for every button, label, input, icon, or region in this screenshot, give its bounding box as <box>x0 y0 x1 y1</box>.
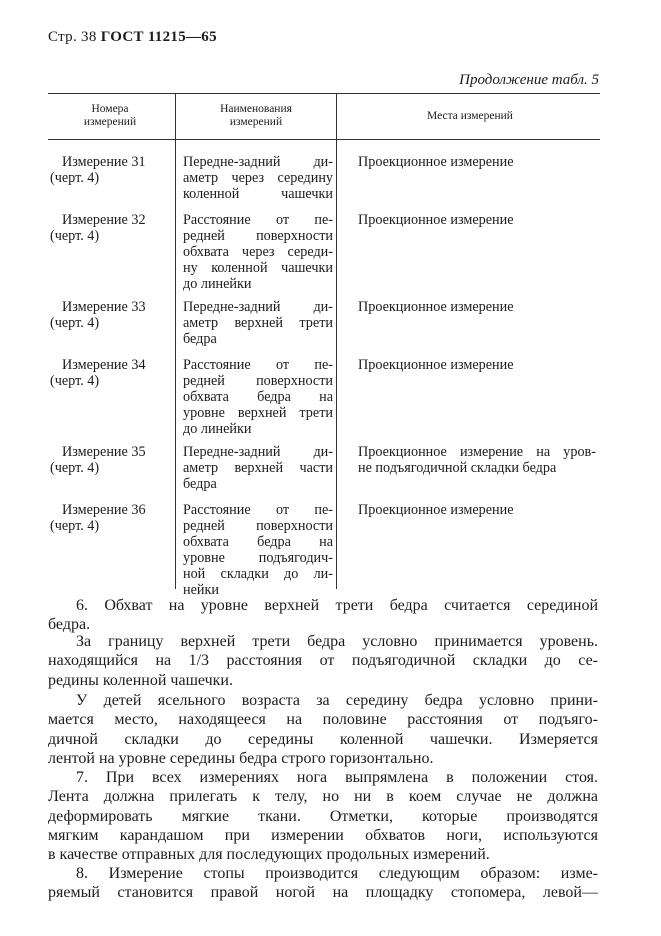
table-row-name: Расстояние от пе- редней поверхности обхвата бедра на уровне верхней трети до линейки <box>183 357 333 437</box>
table-row-place: Проекционное измерение <box>358 357 514 373</box>
table-top-rule <box>48 93 600 94</box>
table-row-place: Проекционное измерение <box>358 502 514 518</box>
table-row-place: Проекционное измерение <box>358 154 514 170</box>
column-header-name: Наименования измерений <box>220 103 292 128</box>
table-row-number: Измерение 34 (черт. 4) <box>50 357 146 389</box>
table-header-rule <box>48 139 600 140</box>
column-header-place: Места измерений <box>427 110 513 122</box>
paragraph-6: 6. Обхват на уровне верхней трети бедра считается серединой бедра. <box>48 597 598 634</box>
table-row-name: Передне-задний ди- аметр верхней части бедра <box>183 444 333 492</box>
table-row-name: Передне-задний ди- аметр верхней трети бедра <box>183 299 333 347</box>
paragraph-infants: У детей ясельного возраста за середину бедра условно прини- мается место, находящееся на половине расстояния от подъяго- дичной складки до середины коленной чашечки. Измеряется лентой на уровне середины бедра строго горизонтально. <box>48 692 598 767</box>
table-column-divider-1 <box>175 93 176 589</box>
table-row-number: Измерение 31 (черт. 4) <box>50 154 146 186</box>
page-number: Стр. 38 <box>48 29 97 45</box>
page-header <box>48 29 217 46</box>
table-row-place: Проекционное измерение <box>358 299 514 315</box>
table-row-name: Расстояние от пе- редней поверхности обхвата через середи- ну коленной чашечки до линейки <box>183 212 333 292</box>
paragraph-upper-third: За границу верхней трети бедра условно принимается уровень. находящийся на 1/3 расстояния от подъягодичной складки до се- редины коленной чашечки. <box>48 633 598 689</box>
table-row-place: Проекционное измерение <box>358 212 514 228</box>
column-header-number: Номера измерений <box>83 103 137 128</box>
table-continuation-label: Продолжение табл. 5 <box>459 72 599 88</box>
table-column-divider-2 <box>336 93 337 589</box>
table-row-number: Измерение 35 (черт. 4) <box>50 444 146 476</box>
paragraph-7: 7. При всех измерениях нога выпрямлена в положении стоя. Лента должна прилегать к телу, но ни в коем случае не должна деформировать мягкие ткани. Отметки, которые производятся мягким карандашом при измерении обхватов ноги, используются в качестве отправных для последующих продольных измерений. <box>48 769 598 864</box>
table-row-name: Расстояние от пе- редней поверхности обхвата бедра на уровне подъягодич- ной складки до ли- нейки <box>183 502 333 598</box>
table-row-place: Проекционное измерение на уров- не подъягодичной складки бедра <box>358 444 596 476</box>
table-row-name: Передне-задний ди- аметр через середину коленной чашечки <box>183 154 333 202</box>
table-row-number: Измерение 32 (черт. 4) <box>50 212 146 244</box>
table-row-number: Измерение 36 (черт. 4) <box>50 502 146 534</box>
table-row-number: Измерение 33 (черт. 4) <box>50 299 146 331</box>
paragraph-8: 8. Измерение стопы производится следующим образом: изме- ряемый становится правой ногой на площадку стопомера, левой— <box>48 865 598 902</box>
standard-number: ГОСТ 11215—65 <box>100 29 217 45</box>
